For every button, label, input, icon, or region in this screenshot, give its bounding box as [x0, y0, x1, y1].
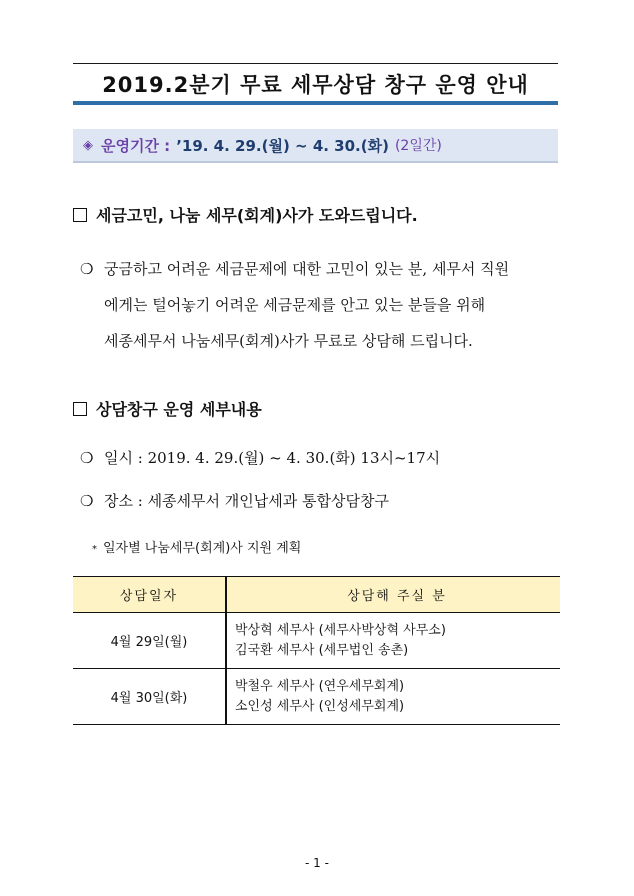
title-box: [73, 63, 558, 105]
schedule-table: [73, 576, 560, 725]
header-date: 상담일자: [73, 577, 226, 613]
period-label: 운영기간 :: [101, 136, 171, 155]
paragraph-line: [80, 330, 565, 366]
section1-paragraph: [80, 258, 565, 366]
period-value: ’19. 4. 29.(월) ~ 4. 30.(화): [176, 136, 389, 155]
consultant-name: 박철우 세무사 (연우세무회계): [235, 678, 405, 694]
section1-heading: [73, 203, 418, 226]
asterisk-icon: *: [92, 544, 97, 555]
place-line: 장소 : 세종세무서 개인납세과 통합상담창구: [104, 492, 389, 510]
circle-bullet-icon: ❍: [80, 492, 94, 510]
paragraph-line-text: 에게는 털어놓기 어려운 세금문제를 안고 있는 분들을 위해: [104, 296, 486, 314]
table-row: [73, 669, 560, 725]
consultant-name: 소인성 세무사 (인성세무회계): [235, 698, 405, 714]
section2-heading: [73, 397, 262, 420]
paragraph-line-text: 세종세무서 나눔세무(회계)사가 무료로 상담해 드립니다.: [104, 332, 473, 350]
schedule-note: [92, 537, 301, 556]
row-consultants: [226, 613, 560, 669]
checkbox-square-icon: [73, 208, 87, 222]
diamond-icon: ◈: [83, 137, 93, 153]
title-underline: [73, 101, 558, 105]
circle-bullet-icon: ❍: [80, 260, 94, 278]
schedule-note-text: 일자별 나눔세무(회계)사 지원 계획: [103, 541, 302, 556]
row-date: 4월 29일(월): [73, 613, 226, 669]
row-date: 4월 30일(화): [73, 669, 226, 725]
consultant-name: 박상혁 세무사 (세무사박상혁 사무소): [235, 622, 446, 638]
table-header-row: [73, 577, 560, 613]
consultant-name: 김국환 세무사 (세무법인 송촌): [235, 642, 409, 658]
date-item: [80, 447, 440, 468]
page-title: 2019.2분기 무료 세무상담 창구 운영 안내: [102, 73, 529, 97]
table-row: [73, 613, 560, 669]
checkbox-square-icon: [73, 402, 87, 416]
section1-heading-text: 세금고민, 나눔 세무(회계)사가 도와드립니다.: [96, 206, 418, 225]
paragraph-line-text: 궁금하고 어려운 세금문제에 대한 고민이 있는 분, 세무서 직원: [104, 260, 510, 278]
operation-period-box: [73, 129, 558, 163]
page-number: - 1 -: [305, 856, 329, 870]
paragraph-line: [80, 294, 565, 330]
date-line: 일시 : 2019. 4. 29.(월) ~ 4. 30.(화) 13시~17시: [104, 449, 441, 467]
period-count: (2일간): [394, 138, 442, 154]
row-consultants: [226, 669, 560, 725]
circle-bullet-icon: ❍: [80, 449, 94, 467]
place-item: [80, 490, 389, 511]
paragraph-line: [80, 258, 565, 294]
section2-heading-text: 상담창구 운영 세부내용: [96, 400, 262, 419]
header-consultant: 상담해 주실 분: [226, 577, 560, 613]
